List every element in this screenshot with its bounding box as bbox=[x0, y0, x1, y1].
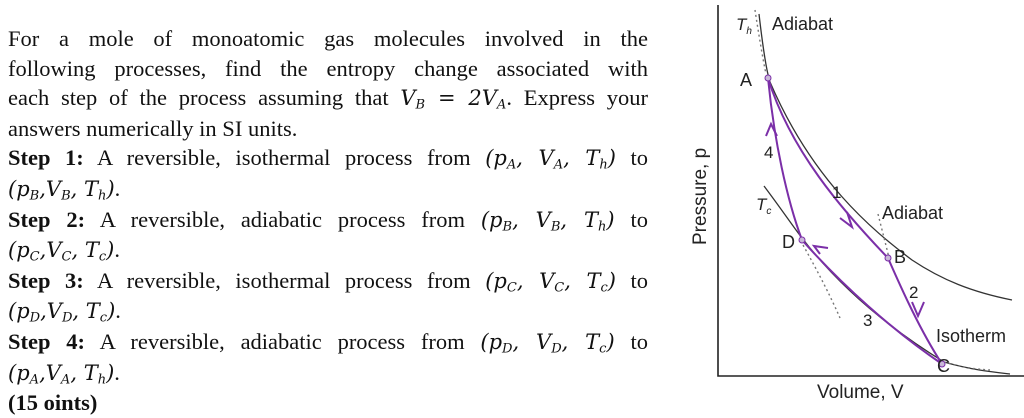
step-3-arrow bbox=[814, 246, 828, 254]
step-1-text: A reversible, isothermal process from bbox=[83, 145, 486, 171]
step-2-target: ($p_C,V_C$, $T_c$). bbox=[8, 237, 120, 265]
step-1-path bbox=[768, 78, 888, 258]
step-1-target: ($p_B,V_B$, $T_h$). bbox=[8, 175, 121, 204]
point-c-label: C bbox=[937, 356, 950, 376]
points-note: (15 oints) bbox=[8, 390, 98, 416]
step-4-number: 4 bbox=[764, 143, 774, 162]
step-4-line: Step 4: A reversible, adiabatic process from ($p_D$, $V_D$, $T_c$) to bbox=[8, 328, 648, 357]
point-b-label: B bbox=[894, 247, 907, 267]
step-3-text: A reversible, isothermal process from bbox=[83, 267, 486, 293]
step-3-to: ($p_D,V_D$, $T_c$) bbox=[8, 299, 116, 326]
step-3-line: Step 3: A reversible, isothermal process from ($p_C$, $V_C$, $T_c$) to bbox=[8, 267, 648, 295]
intro-line-1: For a mole of monoatomic gas molecules involved in the bbox=[8, 26, 648, 51]
tc-label: $T_c$ bbox=[756, 195, 772, 217]
step-1-from: ($p_A$, $V_A$, $T_h$) bbox=[485, 146, 616, 173]
x-axis-label: Volume, V bbox=[817, 382, 904, 403]
step-3-target: ($p_D,V_D$, $T_c$). bbox=[8, 298, 121, 326]
adiabat-top-curve bbox=[755, 10, 766, 74]
step-4-from: ($p_D$, $V_D$, $T_c$) bbox=[480, 329, 615, 357]
y-axis-label: Pressure, p bbox=[690, 147, 711, 245]
step-4-target: ($p_A,V_A$, $T_h$). bbox=[8, 359, 120, 387]
step-4-to: ($p_A,V_A$, $T_h$) bbox=[8, 360, 115, 387]
isotherm-label: Isotherm bbox=[936, 326, 1007, 346]
intro-line-2: following processes, find the entropy change associated with bbox=[8, 55, 648, 81]
intro-line-4: answers numerically in SI units. bbox=[8, 115, 298, 141]
step-3-label: Step 3: bbox=[8, 267, 84, 293]
step-3-from: ($p_C$, $V_C$, $T_c$) bbox=[485, 268, 616, 295]
point-a-marker bbox=[765, 75, 771, 81]
intro-line-3b: . Express your bbox=[506, 85, 648, 111]
th-label: $T_h$ bbox=[736, 15, 752, 37]
step-2-to: ($p_C,V_C$, $T_c$) bbox=[8, 238, 115, 265]
step-1-to: ($p_B,V_B$, $T_h$) bbox=[8, 176, 115, 204]
step-3-number: 3 bbox=[863, 311, 873, 330]
step-2-from: ($p_B$, $V_B$, $T_h$) bbox=[480, 207, 615, 234]
adiabat-top-label: Adiabat bbox=[772, 14, 834, 34]
step-2-line: Step 2: A reversible, adiabatic process from ($p_B$, $V_B$, $T_h$) to bbox=[8, 206, 648, 234]
adiabat-mid-label: Adiabat bbox=[882, 203, 944, 223]
point-b-marker bbox=[885, 255, 891, 261]
step-1-arrow bbox=[840, 212, 852, 227]
step-2-number: 2 bbox=[909, 283, 919, 302]
step-1-line: Step 1: A reversible, isothermal process from ($p_A$, $V_A$, $T_h$) to bbox=[8, 145, 648, 173]
step-3-path bbox=[802, 240, 942, 364]
point-d-label: D bbox=[782, 232, 795, 252]
point-d-marker bbox=[799, 237, 805, 243]
step-1-number: 1 bbox=[832, 183, 842, 202]
step-4-label: Step 4: bbox=[8, 328, 86, 354]
step-2-label: Step 2: bbox=[8, 206, 86, 232]
intro-line-3 bbox=[8, 83, 648, 114]
step-4-text: A reversible, adiabatic process from bbox=[85, 328, 481, 354]
volume-relation: $V_B = 2V_A$ bbox=[400, 86, 507, 113]
carnot-cycle-diagram bbox=[672, 0, 1024, 412]
problem-statement bbox=[8, 24, 648, 418]
step-2-text: A reversible, adiabatic process from bbox=[85, 206, 481, 232]
step-1-label: Step 1: bbox=[8, 145, 84, 171]
intro-line-3a: each step of the process assuming that bbox=[8, 85, 401, 111]
adiabat-low-curve bbox=[803, 245, 840, 318]
point-a-label: A bbox=[740, 70, 753, 90]
